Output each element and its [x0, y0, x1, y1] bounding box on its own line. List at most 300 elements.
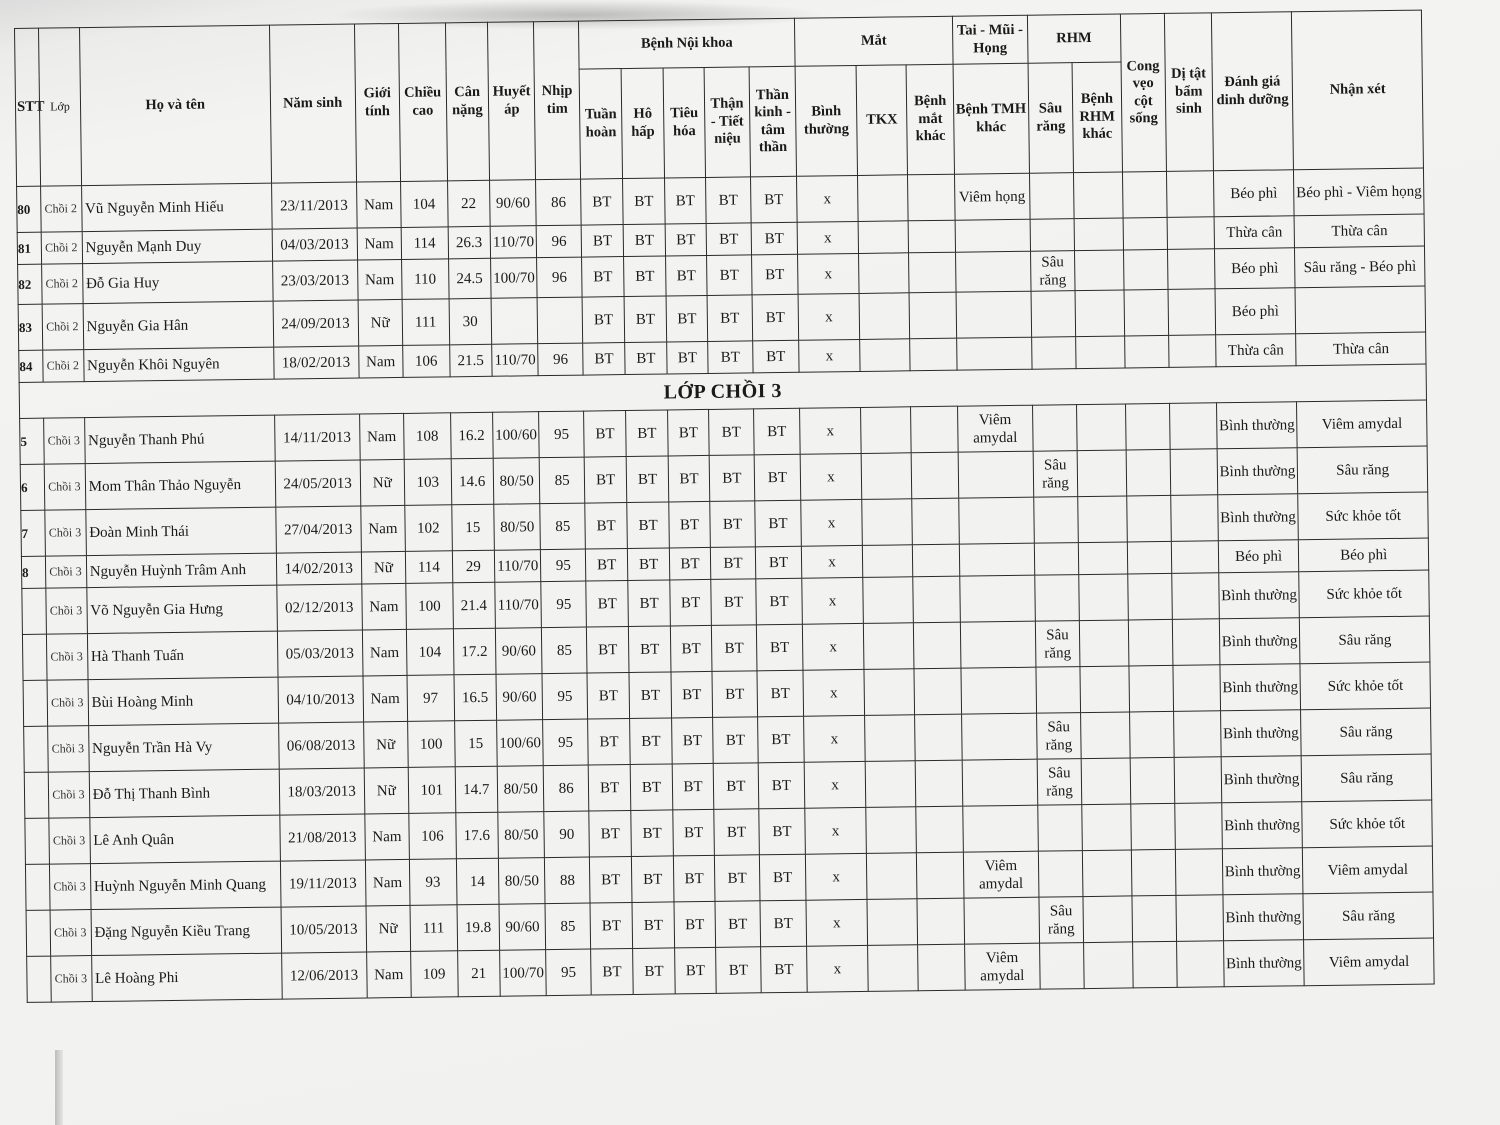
row-mat-binh-thuong: x — [805, 807, 866, 854]
row-weight: 15 — [454, 720, 497, 767]
row-stt — [25, 818, 50, 864]
row-cong-veo — [1122, 171, 1167, 218]
row-weight: 22 — [447, 180, 490, 227]
row-tmh-khac: Viêm amydal — [964, 943, 1039, 990]
row-danh-gia: Bình thường — [1221, 802, 1302, 849]
row-nhan-xet: Béo phì - Viêm họng — [1294, 168, 1424, 216]
row-weight: 17.6 — [455, 812, 498, 859]
col-benh-tmh-khac: Bệnh TMH khác — [953, 63, 1029, 174]
row-than-tiet-nieu: BT — [713, 763, 758, 810]
row-cong-veo — [1126, 495, 1171, 542]
section-title: LỚP CHỒI 3 — [19, 364, 1426, 418]
row-di-tat — [1175, 803, 1222, 850]
row-benh-rhm-khac — [1074, 172, 1123, 219]
row-weight: 21.4 — [452, 582, 495, 629]
row-cong-veo — [1132, 895, 1177, 942]
row-than-tiet-nieu: BT — [706, 177, 751, 224]
col-tuan-hoan: Tuần hoàn — [579, 69, 623, 180]
row-benh-mat-khac — [914, 668, 961, 715]
row-benh-rhm-khac — [1083, 850, 1132, 897]
row-sau-rang: Sâu răng — [1036, 713, 1081, 760]
row-than-tiet-nieu: BT — [709, 455, 754, 502]
row-dob: 14/02/2013 — [276, 552, 361, 585]
row-lop: Chồi 2 — [42, 264, 83, 305]
col-can-nang: Cân nặng — [445, 22, 490, 181]
row-tuan-hoan: BT — [591, 948, 634, 995]
row-bp: 80/50 — [497, 766, 544, 813]
row-tkx — [867, 899, 918, 946]
row-tieu-hoa: BT — [665, 255, 707, 296]
row-danh-gia: Bình thường — [1223, 940, 1304, 987]
row-bp: 100/70 — [500, 950, 547, 997]
row-weight: 26.3 — [448, 226, 491, 259]
row-sex: Nam — [359, 413, 404, 460]
row-ho-hap: BT — [631, 764, 673, 811]
row-stt — [24, 726, 49, 772]
row-benh-rhm-khac — [1077, 450, 1126, 497]
row-name: Nguyễn Mạnh Duy — [82, 229, 272, 263]
row-tkx — [857, 175, 908, 222]
row-name: Hà Thanh Tuấn — [87, 631, 278, 679]
row-name: Đỗ Gia Huy — [82, 261, 273, 303]
row-tieu-hoa: BT — [670, 625, 712, 672]
row-sex: Nam — [358, 345, 403, 378]
row-sex: Nam — [362, 629, 407, 676]
row-benh-mat-khac — [917, 898, 964, 945]
col-lop: Lớp — [39, 28, 81, 187]
row-benh-rhm-khac — [1075, 290, 1124, 337]
row-than-tiet-nieu: BT — [709, 409, 754, 456]
row-than-tiet-nieu: BT — [711, 547, 756, 580]
row-than-tiet-nieu: BT — [715, 855, 760, 902]
row-tieu-hoa: BT — [664, 177, 706, 224]
row-weight: 17.2 — [453, 628, 496, 675]
col-mat-binh-thuong: Bình thường — [795, 65, 857, 176]
row-name: Lê Anh Quân — [90, 815, 281, 863]
group-mat: Mắt — [795, 16, 953, 66]
col-ho-hap: Hô hấp — [621, 68, 664, 179]
col-huyet-ap: Huyết áp — [487, 22, 536, 181]
row-sex: Nữ — [366, 905, 411, 952]
row-tmh-khac — [964, 897, 1039, 944]
row-hr: 95 — [543, 719, 588, 766]
row-mat-binh-thuong: x — [803, 669, 864, 716]
row-than-kinh: BT — [758, 762, 805, 809]
row-lop: Chồi 3 — [49, 818, 90, 865]
row-height: 108 — [404, 413, 451, 460]
row-dob: 04/10/2013 — [278, 676, 363, 723]
col-di-tat: Dị tật bẩm sinh — [1165, 13, 1214, 172]
row-stt — [26, 910, 51, 956]
row-weight: 16.5 — [454, 674, 497, 721]
row-nhan-xet: Sâu răng — [1298, 446, 1428, 494]
row-sau-rang — [1033, 497, 1078, 544]
row-sau-rang: Sâu răng — [1035, 621, 1080, 668]
row-benh-rhm-khac — [1077, 404, 1126, 451]
row-than-kinh: BT — [756, 624, 803, 671]
row-tkx — [859, 293, 910, 340]
row-cong-veo — [1131, 849, 1176, 896]
row-benh-mat-khac — [916, 760, 963, 807]
row-danh-gia: Béo phì — [1213, 170, 1294, 217]
row-danh-gia: Bình thường — [1220, 710, 1301, 757]
row-dob: 27/04/2013 — [275, 506, 360, 553]
row-weight: 21 — [457, 950, 500, 997]
row-lop: Chồi 2 — [43, 350, 84, 383]
row-bp: 80/50 — [494, 504, 541, 551]
row-stt — [25, 864, 50, 910]
row-height: 111 — [402, 299, 449, 346]
row-than-kinh: BT — [755, 578, 802, 625]
row-mat-binh-thuong: x — [807, 945, 868, 992]
row-tkx — [860, 339, 911, 372]
row-tuan-hoan: BT — [588, 764, 631, 811]
row-benh-rhm-khac — [1078, 496, 1127, 543]
col-nam-sinh: Năm sinh — [269, 24, 356, 183]
row-tmh-khac — [958, 451, 1033, 498]
row-weight: 14 — [456, 858, 499, 905]
row-hr: 85 — [545, 903, 590, 950]
row-name: Mom Thân Thảo Nguyễn — [85, 461, 276, 509]
row-di-tat — [1171, 495, 1218, 542]
row-di-tat — [1167, 171, 1214, 218]
row-hr: 95 — [542, 673, 587, 720]
row-bp: 110/70 — [495, 582, 542, 629]
row-mat-binh-thuong: x — [797, 221, 858, 254]
row-nhan-xet: Sức khỏe tốt — [1299, 570, 1429, 618]
row-name: Lê Hoàng Phi — [91, 953, 282, 1001]
row-height: 100 — [408, 721, 455, 768]
row-mat-binh-thuong: x — [799, 339, 860, 372]
row-tkx — [866, 807, 917, 854]
row-cong-veo — [1129, 665, 1174, 712]
row-tuan-hoan: BT — [589, 810, 632, 857]
row-danh-gia: Bình thường — [1217, 448, 1298, 495]
row-di-tat — [1176, 895, 1223, 942]
row-tmh-khac: Viêm họng — [954, 173, 1029, 220]
row-benh-mat-khac — [917, 852, 964, 899]
row-ho-hap: BT — [633, 948, 675, 995]
row-tieu-hoa: BT — [671, 671, 713, 718]
row-hr: 86 — [544, 765, 589, 812]
row-stt: 84 — [19, 350, 44, 382]
row-bp: 90/60 — [496, 674, 543, 721]
row-tuan-hoan: BT — [587, 673, 630, 720]
row-benh-rhm-khac — [1080, 620, 1129, 667]
row-ho-hap: BT — [627, 456, 669, 503]
row-tuan-hoan: BT — [583, 343, 626, 376]
row-nhan-xet: Sâu răng - Béo phì — [1295, 246, 1425, 288]
row-ho-hap: BT — [632, 856, 674, 903]
row-than-kinh: BT — [755, 546, 802, 579]
row-tieu-hoa: BT — [674, 947, 716, 994]
row-tmh-khac — [959, 497, 1034, 544]
row-dob: 23/11/2013 — [271, 182, 356, 229]
row-tmh-khac — [960, 621, 1035, 668]
row-name: Nguyễn Gia Hân — [83, 301, 274, 349]
row-dob: 18/03/2013 — [279, 768, 364, 815]
row-sex: Nam — [357, 227, 402, 260]
row-bp: 90/60 — [499, 904, 546, 951]
row-mat-binh-thuong: x — [798, 293, 859, 340]
row-height: 106 — [409, 813, 456, 860]
row-danh-gia: Béo phì — [1218, 540, 1299, 573]
row-stt: 80 — [17, 186, 42, 232]
row-tuan-hoan: BT — [581, 257, 624, 298]
row-mat-binh-thuong: x — [804, 715, 865, 762]
row-nhan-xet: Sức khỏe tốt — [1302, 800, 1432, 848]
row-than-kinh: BT — [760, 946, 807, 993]
row-sau-rang: Sâu răng — [1039, 897, 1084, 944]
row-cong-veo — [1123, 217, 1168, 250]
row-nhan-xet: Sâu răng — [1301, 708, 1431, 756]
row-dob: 02/12/2013 — [277, 584, 362, 631]
row-lop: Chồi 2 — [41, 186, 82, 233]
row-height: 114 — [401, 227, 448, 260]
row-benh-rhm-khac — [1076, 336, 1125, 369]
row-lop: Chồi 3 — [48, 726, 89, 773]
row-mat-binh-thuong: x — [806, 899, 867, 946]
row-benh-rhm-khac — [1080, 666, 1129, 713]
row-lop: Chồi 3 — [51, 956, 92, 1003]
row-height: 114 — [405, 551, 452, 584]
row-benh-rhm-khac — [1078, 542, 1127, 575]
row-than-tiet-nieu: BT — [711, 579, 756, 626]
row-tieu-hoa: BT — [666, 295, 708, 342]
col-benh-mat-khac: Bệnh mắt khác — [906, 64, 954, 175]
row-hr: 85 — [542, 627, 587, 674]
row-nhan-xet: Sức khỏe tốt — [1300, 662, 1430, 710]
row-tuan-hoan: BT — [585, 549, 628, 582]
row-mat-binh-thuong: x — [804, 761, 865, 808]
row-weight: 30 — [449, 298, 492, 345]
row-tieu-hoa: BT — [673, 855, 715, 902]
row-mat-binh-thuong: x — [797, 175, 858, 222]
binder-edge — [55, 1050, 63, 1125]
row-name: Võ Nguyễn Gia Hưng — [87, 585, 278, 633]
row-height: 109 — [411, 951, 458, 998]
row-tmh-khac — [956, 291, 1031, 338]
row-tieu-hoa: BT — [672, 763, 714, 810]
row-ho-hap: BT — [624, 256, 666, 297]
row-sau-rang — [1031, 337, 1076, 370]
row-name: Nguyễn Huỳnh Trâm Anh — [86, 553, 276, 587]
row-than-kinh: BT — [752, 294, 799, 341]
row-danh-gia: Bình thường — [1216, 402, 1297, 449]
row-bp — [491, 298, 538, 345]
row-mat-binh-thuong: x — [802, 577, 863, 624]
row-hr: 96 — [538, 343, 583, 376]
row-than-tiet-nieu: BT — [714, 809, 759, 856]
row-stt: 6 — [20, 464, 45, 510]
row-nhan-xet: Sâu răng — [1302, 754, 1432, 802]
row-stt — [23, 680, 48, 726]
row-tieu-hoa: BT — [674, 901, 716, 948]
row-danh-gia: Bình thường — [1218, 572, 1299, 619]
row-tkx — [865, 761, 916, 808]
row-sau-rang — [1034, 543, 1079, 576]
row-di-tat — [1167, 217, 1214, 250]
row-height: 106 — [403, 345, 450, 378]
col-nhip-tim: Nhịp tim — [534, 21, 581, 180]
row-lop: Chồi 2 — [42, 304, 83, 351]
row-sau-rang — [1034, 575, 1079, 622]
row-tkx — [862, 499, 913, 546]
row-benh-mat-khac — [918, 944, 965, 991]
row-than-kinh: BT — [751, 222, 798, 255]
row-than-tiet-nieu: BT — [716, 947, 761, 994]
row-tkx — [864, 715, 915, 762]
row-ho-hap: BT — [623, 178, 665, 225]
row-than-tiet-nieu: BT — [707, 255, 752, 296]
row-sau-rang — [1031, 291, 1076, 338]
row-height: 104 — [406, 629, 453, 676]
row-danh-gia: Thừa cân — [1215, 334, 1296, 367]
col-sau-rang: Sâu răng — [1028, 63, 1074, 174]
row-tuan-hoan: BT — [590, 902, 633, 949]
row-than-tiet-nieu: BT — [708, 341, 753, 374]
row-benh-mat-khac — [908, 174, 955, 221]
row-danh-gia: Bình thường — [1221, 756, 1302, 803]
row-hr: 88 — [545, 857, 590, 904]
row-di-tat — [1172, 619, 1219, 666]
row-sex: Nam — [356, 181, 401, 228]
row-sau-rang — [1029, 173, 1074, 220]
row-benh-rhm-khac — [1081, 712, 1130, 759]
row-weight: 19.8 — [457, 904, 500, 951]
row-height: 93 — [409, 859, 456, 906]
row-benh-rhm-khac — [1084, 942, 1133, 989]
row-weight: 21.5 — [449, 344, 492, 377]
row-hr: 95 — [539, 411, 584, 458]
row-tmh-khac — [961, 667, 1036, 714]
row-bp: 90/60 — [490, 180, 537, 227]
row-tmh-khac — [963, 805, 1038, 852]
row-hr: 96 — [537, 257, 582, 298]
row-than-kinh: BT — [759, 854, 806, 901]
row-danh-gia: Bình thường — [1220, 664, 1301, 711]
row-bp: 90/60 — [495, 628, 542, 675]
row-tkx — [866, 853, 917, 900]
row-stt — [24, 772, 49, 818]
col-tkx: TKX — [856, 65, 908, 176]
row-lop: Chồi 3 — [46, 588, 87, 635]
row-hr — [538, 297, 583, 344]
row-benh-mat-khac — [909, 252, 956, 293]
row-sex: Nữ — [364, 767, 409, 814]
row-name: Đoàn Minh Thái — [85, 507, 276, 555]
row-sex: Nam — [363, 675, 408, 722]
row-name: Bùi Hoàng Minh — [88, 677, 279, 725]
group-rhm: RHM — [1027, 14, 1121, 63]
row-danh-gia: Bình thường — [1223, 894, 1304, 941]
row-benh-rhm-khac — [1079, 574, 1128, 621]
row-hr: 85 — [540, 503, 585, 550]
row-nhan-xet: Sâu răng — [1303, 892, 1433, 940]
row-hr: 90 — [544, 811, 589, 858]
row-tieu-hoa: BT — [673, 809, 715, 856]
row-sau-rang — [1036, 667, 1081, 714]
row-nhan-xet: Béo phì — [1299, 538, 1429, 572]
col-tieu-hoa: Tiêu hóa — [663, 67, 706, 178]
row-lop: Chồi 3 — [48, 772, 89, 819]
row-di-tat — [1174, 757, 1221, 804]
row-than-kinh: BT — [751, 254, 798, 295]
group2-body — [20, 400, 1435, 1002]
row-cong-veo — [1128, 619, 1173, 666]
row-dob: 06/08/2013 — [278, 722, 363, 769]
row-ho-hap: BT — [630, 718, 672, 765]
row-hr: 95 — [546, 949, 591, 996]
col-benh-rhm-khac: Bệnh RHM khác — [1072, 62, 1122, 173]
row-sau-rang: Sâu răng — [1037, 759, 1082, 806]
row-hr: 96 — [537, 225, 582, 258]
row-name: Nguyễn Khôi Nguyên — [83, 347, 273, 381]
row-lop: Chồi 3 — [50, 910, 91, 957]
row-dob: 24/09/2013 — [273, 300, 358, 347]
row-stt: 5 — [20, 418, 45, 464]
group1-body — [17, 168, 1426, 382]
row-cong-veo — [1129, 711, 1174, 758]
row-tkx — [860, 407, 911, 454]
row-lop: Chồi 3 — [47, 680, 88, 727]
col-than-kinh: Thần kinh - tâm thần — [749, 66, 797, 177]
row-nhan-xet: Viêm amydal — [1304, 938, 1434, 986]
row-height: 102 — [405, 505, 452, 552]
row-di-tat — [1172, 573, 1219, 620]
row-stt — [27, 956, 52, 1002]
row-tuan-hoan: BT — [588, 718, 631, 765]
row-weight: 16.2 — [450, 412, 493, 459]
row-benh-rhm-khac — [1083, 896, 1132, 943]
row-tkx — [858, 253, 909, 294]
row-name: Nguyễn Trần Hà Vy — [88, 723, 279, 771]
col-danh-gia: Đánh giá dinh dưỡng — [1211, 12, 1294, 171]
row-nhan-xet — [1295, 286, 1425, 334]
row-weight: 29 — [452, 550, 495, 583]
row-di-tat — [1175, 849, 1222, 896]
row-tieu-hoa: BT — [671, 717, 713, 764]
row-sau-rang: Sâu răng — [1033, 451, 1078, 498]
row-cong-veo — [1130, 803, 1175, 850]
row-tkx — [864, 669, 915, 716]
row-ho-hap: BT — [627, 502, 669, 549]
row-dob: 18/02/2013 — [273, 346, 358, 379]
row-dob: 05/03/2013 — [277, 630, 362, 677]
row-ho-hap: BT — [629, 672, 671, 719]
row-benh-mat-khac — [908, 220, 955, 253]
row-than-tiet-nieu: BT — [712, 625, 757, 672]
row-stt — [22, 634, 47, 680]
row-bp: 110/70 — [490, 226, 537, 259]
row-di-tat — [1169, 335, 1216, 368]
row-dob: 24/05/2013 — [275, 460, 360, 507]
row-height: 111 — [410, 905, 457, 952]
row-benh-rhm-khac — [1075, 250, 1124, 291]
health-record-sheet — [14, 10, 1435, 1003]
row-tkx — [867, 945, 918, 992]
row-bp: 80/50 — [498, 858, 545, 905]
row-tieu-hoa: BT — [666, 341, 708, 374]
row-benh-mat-khac — [912, 452, 959, 499]
row-cong-veo — [1127, 573, 1172, 620]
row-than-kinh: BT — [757, 716, 804, 763]
row-sex: Nữ — [361, 551, 406, 584]
row-tmh-khac — [955, 219, 1030, 252]
row-tkx — [863, 577, 914, 624]
row-cong-veo — [1126, 449, 1171, 496]
row-sex: Nữ — [358, 299, 403, 346]
